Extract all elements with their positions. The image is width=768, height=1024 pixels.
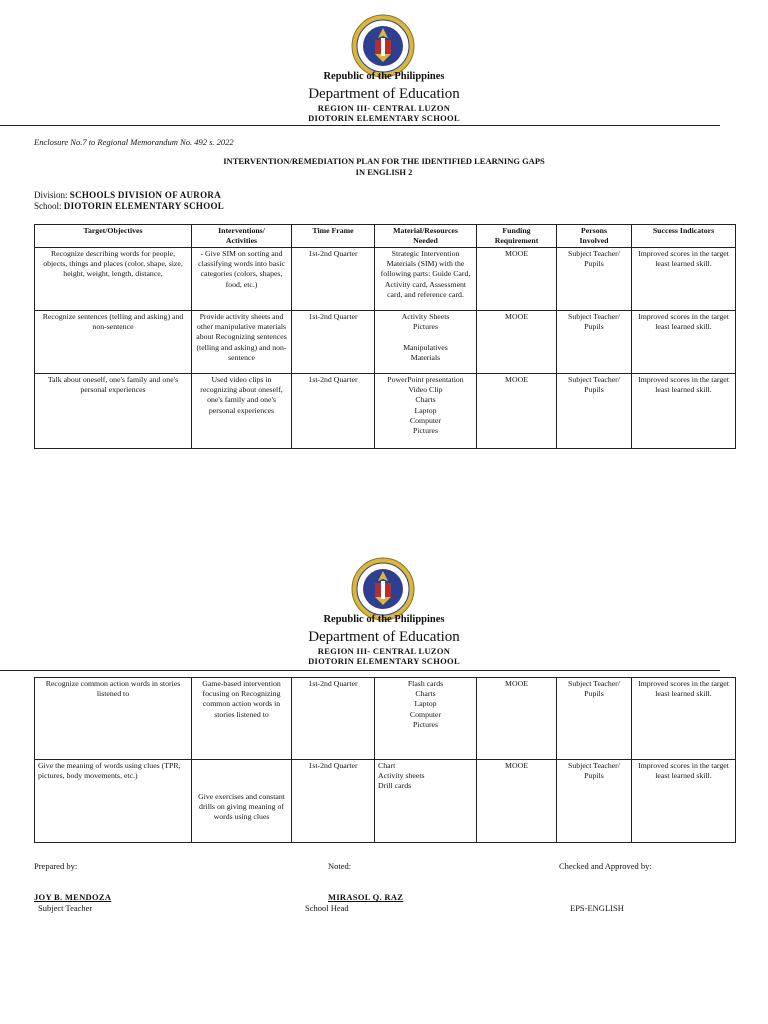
prepared-by-name: JOY B. MENDOZA xyxy=(34,892,112,902)
success-cell: Improved scores in the target least learned skill. xyxy=(632,374,736,449)
header-divider xyxy=(0,670,720,671)
deped-seal-logo xyxy=(351,14,415,78)
deped-seal-logo xyxy=(351,557,415,621)
objective-cell: Recognize describing words for people, objects, things and places (color, shape, size, height, weight, length, distance, xyxy=(35,248,192,311)
department-heading: Department of Education xyxy=(308,86,460,102)
noted-title: School Head xyxy=(305,903,349,913)
table-row xyxy=(35,760,736,843)
region-heading: REGION III- CENTRAL LUZON xyxy=(317,103,451,113)
persons-cell: Subject Teacher/ Pupils xyxy=(557,374,632,449)
header-persons: Persons Involved xyxy=(557,225,632,248)
materials-cell: Chart Activity sheets Drill cards xyxy=(375,760,477,843)
funding-cell: MOOE xyxy=(477,311,557,374)
funding-cell: MOOE xyxy=(477,248,557,311)
intervention-cell: Provide activity sheets and other manipulative materials about Recognizing sentences (telling and asking) and non-sentence xyxy=(192,311,292,374)
objective-cell: Recognize common action words in stories listened to xyxy=(35,678,192,760)
time-cell: 1st-2nd Quarter xyxy=(292,678,375,760)
header-funding: Funding Requirement xyxy=(477,225,557,248)
enclosure-note: Enclosure No.7 to Regional Memorandum No. 492 s. 2022 xyxy=(34,137,234,147)
header-time-frame: Time Frame xyxy=(292,225,375,248)
prepared-by-label: Prepared by: xyxy=(34,861,78,871)
materials-cell: Strategic Intervention Materials (SIM) with the following parts: Guide Card, Activity card, Assessment card, and reference card. xyxy=(375,248,477,311)
objective-cell: Recognize sentences (telling and asking) and non-sentence xyxy=(35,311,192,374)
region-heading: REGION III- CENTRAL LUZON xyxy=(317,646,451,656)
intervention-cell: Game-based intervention focusing on Recognizing common action words in stories listened to xyxy=(192,678,292,760)
intervention-table-page1 xyxy=(34,224,736,449)
table-row xyxy=(35,311,736,374)
school-label: School: xyxy=(34,201,62,211)
intervention-cell: Give exercises and constant drills on giving meaning of words using clues xyxy=(192,760,292,843)
materials-cell: PowerPoint presentation Video Clip Charts Laptop Computer Pictures xyxy=(375,374,477,449)
school-heading: DIOTORIN ELEMENTARY SCHOOL xyxy=(308,113,460,123)
success-cell: Improved scores in the target least learned skill. xyxy=(632,760,736,843)
objective-cell: Give the meaning of words using clues (TPR, pictures, body movements, etc.) xyxy=(35,760,192,843)
prepared-by-title: Subject Teacher xyxy=(38,903,93,913)
header-divider xyxy=(0,125,720,126)
success-cell: Improved scores in the target least learned skill. xyxy=(632,311,736,374)
objective-cell: Talk about oneself, one's family and one's personal experiences xyxy=(35,374,192,449)
table-row xyxy=(35,374,736,449)
persons-cell: Subject Teacher/ Pupils xyxy=(557,678,632,760)
time-cell: 1st-2nd Quarter xyxy=(292,760,375,843)
republic-heading: Republic of the Philippines xyxy=(323,614,445,625)
header-success: Success Indicators xyxy=(632,225,736,248)
time-cell: 1st-2nd Quarter xyxy=(292,311,375,374)
plan-title-line1: INTERVENTION/REMEDIATION PLAN FOR THE IDENTIFIED LEARNING GAPS xyxy=(223,156,545,166)
funding-cell: MOOE xyxy=(477,678,557,760)
persons-cell: Subject Teacher/ Pupils xyxy=(557,760,632,843)
table-row xyxy=(35,248,736,311)
school-heading: DIOTORIN ELEMENTARY SCHOOL xyxy=(308,656,460,666)
checked-title: EPS-ENGLISH xyxy=(570,903,624,913)
materials-cell: Flash cards Charts Laptop Computer Pictures xyxy=(375,678,477,760)
time-cell: 1st-2nd Quarter xyxy=(292,374,375,449)
department-heading: Department of Education xyxy=(308,629,460,645)
materials-cell: Activity Sheets Pictures Manipulatives Materials xyxy=(375,311,477,374)
table-row xyxy=(35,678,736,760)
header-materials: Material/Resources Needed xyxy=(375,225,477,248)
funding-cell: MOOE xyxy=(477,374,557,449)
persons-cell: Subject Teacher/ Pupils xyxy=(557,248,632,311)
intervention-cell: - Give SIM on sorting and classifying words into basic categories (colors, shapes, food, etc.) xyxy=(192,248,292,311)
success-cell: Improved scores in the target least learned skill. xyxy=(632,678,736,760)
time-cell: 1st-2nd Quarter xyxy=(292,248,375,311)
checked-approved-label: Checked and Approved by: xyxy=(559,861,652,871)
intervention-table-page2 xyxy=(34,677,736,843)
table-header-row xyxy=(35,225,736,248)
header-interventions: Interventions/ Activities xyxy=(192,225,292,248)
division-label: Division: xyxy=(34,190,68,200)
division-value: SCHOOLS DIVISION OF AURORA xyxy=(69,190,222,200)
header-objectives: Target/Objectives xyxy=(35,225,192,248)
noted-label: Noted: xyxy=(328,861,352,871)
persons-cell: Subject Teacher/ Pupils xyxy=(557,311,632,374)
republic-heading: Republic of the Philippines xyxy=(323,71,445,82)
intervention-cell: Used video clips in recognizing about oneself, one's family and one's personal experiences xyxy=(192,374,292,449)
success-cell: Improved scores in the target least learned skill. xyxy=(632,248,736,311)
division-line xyxy=(34,190,221,200)
funding-cell: MOOE xyxy=(477,760,557,843)
school-value: DIOTORIN ELEMENTARY SCHOOL xyxy=(63,201,225,211)
plan-title-line2: IN ENGLISH 2 xyxy=(355,167,413,177)
noted-name: MIRASOL Q. RAZ xyxy=(328,892,404,902)
school-line xyxy=(34,201,224,211)
